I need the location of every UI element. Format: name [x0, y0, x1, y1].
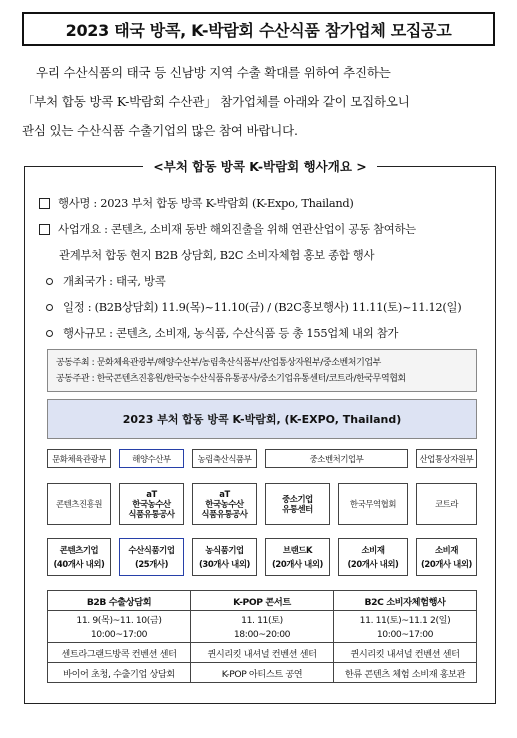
sector-seafood	[119, 538, 184, 576]
divider	[24, 166, 143, 167]
header-kpop: K-POP 콘서트	[191, 591, 334, 611]
sector-line: 소비재	[361, 545, 385, 555]
agency-kocca	[47, 483, 111, 525]
event-name-row	[39, 190, 489, 216]
country-row	[39, 268, 489, 294]
agency-label	[282, 494, 313, 514]
agency-at-agriculture	[192, 483, 257, 525]
date-cell: 11. 9(목)~11. 10(금)	[48, 611, 191, 627]
scale-row	[39, 320, 489, 346]
sector-line: 브랜드K	[282, 545, 313, 555]
agency-label: 콘텐츠진흥원	[55, 499, 103, 509]
sector-line: (20개사 내외)	[347, 559, 399, 569]
agency-label: 한국무역협회	[349, 499, 397, 509]
overview-heading-text: <부처 합동 방콕 K-박람회 행사개요 >	[143, 157, 376, 175]
agency-line: 한국농수산	[132, 499, 171, 509]
date-cell: 11. 11(토)~11.1 2(일)	[334, 611, 477, 627]
time-cell: 10:00~17:00	[48, 627, 191, 643]
agency-sme-center	[265, 483, 330, 525]
notice-title	[22, 12, 495, 46]
table-header-row	[48, 591, 477, 611]
country: 개최국가 : 태국, 방콕	[63, 274, 166, 288]
ministry-label: 문화체육관광부	[52, 453, 106, 464]
divider	[377, 166, 496, 167]
agency-label	[128, 489, 174, 519]
ministry-agriculture	[192, 449, 257, 468]
sector-line: (30개사 내외)	[199, 559, 250, 569]
co-hosts: 공동주최 : 문화체육관광부/해양수산부/농림축산식품부/산업통상자원부/중소벤처기업부	[56, 358, 381, 368]
intro-line: 「부처 합동 방콕 K-박람회 수산관」 참가업체를 아래와 같이 모집하오니	[22, 94, 410, 109]
ministry-oceans	[119, 449, 184, 468]
intro-paragraph	[22, 58, 502, 145]
agency-line: 유통센터	[282, 504, 313, 514]
square-bullet-icon	[39, 224, 50, 235]
table-row	[48, 627, 477, 643]
header-b2b: B2B 수출상담회	[48, 591, 191, 611]
event-overview-box	[24, 159, 496, 704]
sector-brand-k	[265, 538, 330, 576]
ministry-culture	[47, 449, 111, 468]
sector-line: (20개사 내외)	[421, 559, 472, 569]
sector-content	[47, 538, 111, 576]
sector-consumer-2	[416, 538, 477, 576]
sector-line: 콘텐츠기업	[59, 545, 99, 555]
content-cell: 바이어 초청, 수출기업 상담회	[48, 663, 191, 683]
agency-line: aT	[219, 489, 230, 499]
summary-line: 관계부처 합동 현지 B2B 상담회, B2C 소비자체험 홍보 종합 행사	[59, 248, 375, 262]
venue-cell: 퀸시리킷 내셔널 컨벤션 센터	[334, 643, 477, 663]
ministry-sme	[265, 449, 408, 468]
organizers-box	[47, 349, 477, 392]
scale: 행사규모 : 콘텐츠, 소비재, 농식품, 수산식품 등 총 155업체 내외 참가	[63, 326, 399, 340]
agency-line: aT	[146, 489, 157, 499]
event-banner-text: 2023 부처 합동 방콕 K-박람회, (K-EXPO, Thailand)	[122, 413, 402, 426]
agency-label: 코트라	[434, 499, 459, 509]
time-cell: 18:00~20:00	[191, 627, 334, 643]
summary-row	[39, 216, 489, 242]
summary-row-continued	[39, 242, 489, 268]
summary-line: 사업개요 : 콘텐츠, 소비재 동반 해외진출을 위해 연관산업이 공동 참여하는	[58, 222, 416, 236]
agency-kotra	[416, 483, 477, 525]
intro-line: 관심 있는 수산식품 수출기업의 많은 참여 바랍니다.	[22, 123, 298, 138]
co-organizers: 공동주관 : 한국콘텐츠진흥원/한국농수산식품유통공사/중소기업유통센터/코트라/한국무역협회	[56, 374, 406, 384]
schedule-row	[39, 294, 489, 320]
content-cell: 한류 콘텐츠 체험 소비재 홍보관	[334, 663, 477, 683]
circle-bullet-icon	[46, 304, 53, 311]
sector-consumer	[338, 538, 408, 576]
agency-line: 한국농수산	[205, 499, 244, 509]
header-b2c: B2C 소비자체험행사	[334, 591, 477, 611]
sector-line: (25개사)	[134, 559, 169, 569]
agency-line: 식품유통공사	[128, 509, 175, 519]
agency-line: 식품유통공사	[201, 509, 248, 519]
sector-label	[199, 545, 250, 569]
ministry-trade	[416, 449, 477, 468]
overview-heading	[24, 158, 496, 174]
event-name: 행사명 : 2023 부처 합동 방콕 K-박람회 (K-Expo, Thailand)	[58, 196, 354, 210]
venue-cell: 센트라그랜드방콕 컨벤션 센터	[48, 643, 191, 663]
sector-line: (40개사 내외)	[53, 559, 105, 569]
intro-line: 우리 수산식품의 태국 등 신남방 지역 수출 확대를 위하여 추진하는	[36, 65, 391, 80]
event-banner	[47, 399, 477, 439]
content-cell: K-POP 아티스트 공연	[191, 663, 334, 683]
sector-label	[421, 545, 472, 569]
date-cell: 11. 11(토)	[191, 611, 334, 627]
circle-bullet-icon	[46, 278, 53, 285]
sector-line: (20개사 내외)	[272, 559, 323, 569]
notice-title-text: 2023 태국 방콕, K-박람회 수산식품 참가업체 모집공고	[65, 20, 452, 40]
ministry-label: 산업통상자원부	[419, 453, 474, 464]
sector-label	[272, 545, 323, 569]
square-bullet-icon	[39, 198, 50, 209]
sector-line: 수산식품기업	[128, 545, 175, 555]
ministry-label: 중소벤처기업부	[309, 453, 364, 464]
table-row	[48, 663, 477, 683]
schedule: 일정 : (B2B상담회) 11.9(목)~11.10(금) / (B2C홍보행사) 11.11(토)~11.12(일)	[63, 300, 462, 314]
sector-label	[128, 545, 174, 569]
sector-line: 소비재	[434, 545, 459, 555]
ministry-label: 농림축산식품부	[197, 453, 252, 464]
table-row	[48, 643, 477, 663]
schedule-table	[47, 590, 477, 683]
circle-bullet-icon	[46, 330, 53, 337]
sector-agrifood	[192, 538, 257, 576]
agency-kita	[338, 483, 408, 525]
sector-label	[54, 545, 105, 569]
agency-label	[201, 489, 247, 519]
ministry-label: 해양수산부	[132, 453, 171, 464]
sector-line: 농식품기업	[205, 545, 244, 555]
venue-cell: 퀸시리킷 내셔널 컨벤션 센터	[191, 643, 334, 663]
table-row	[48, 611, 477, 627]
sector-label	[348, 545, 399, 569]
time-cell: 10:00~17:00	[334, 627, 477, 643]
agency-line: 중소기업	[282, 494, 313, 504]
agency-at-oceans	[119, 483, 184, 525]
overview-info	[39, 190, 489, 346]
